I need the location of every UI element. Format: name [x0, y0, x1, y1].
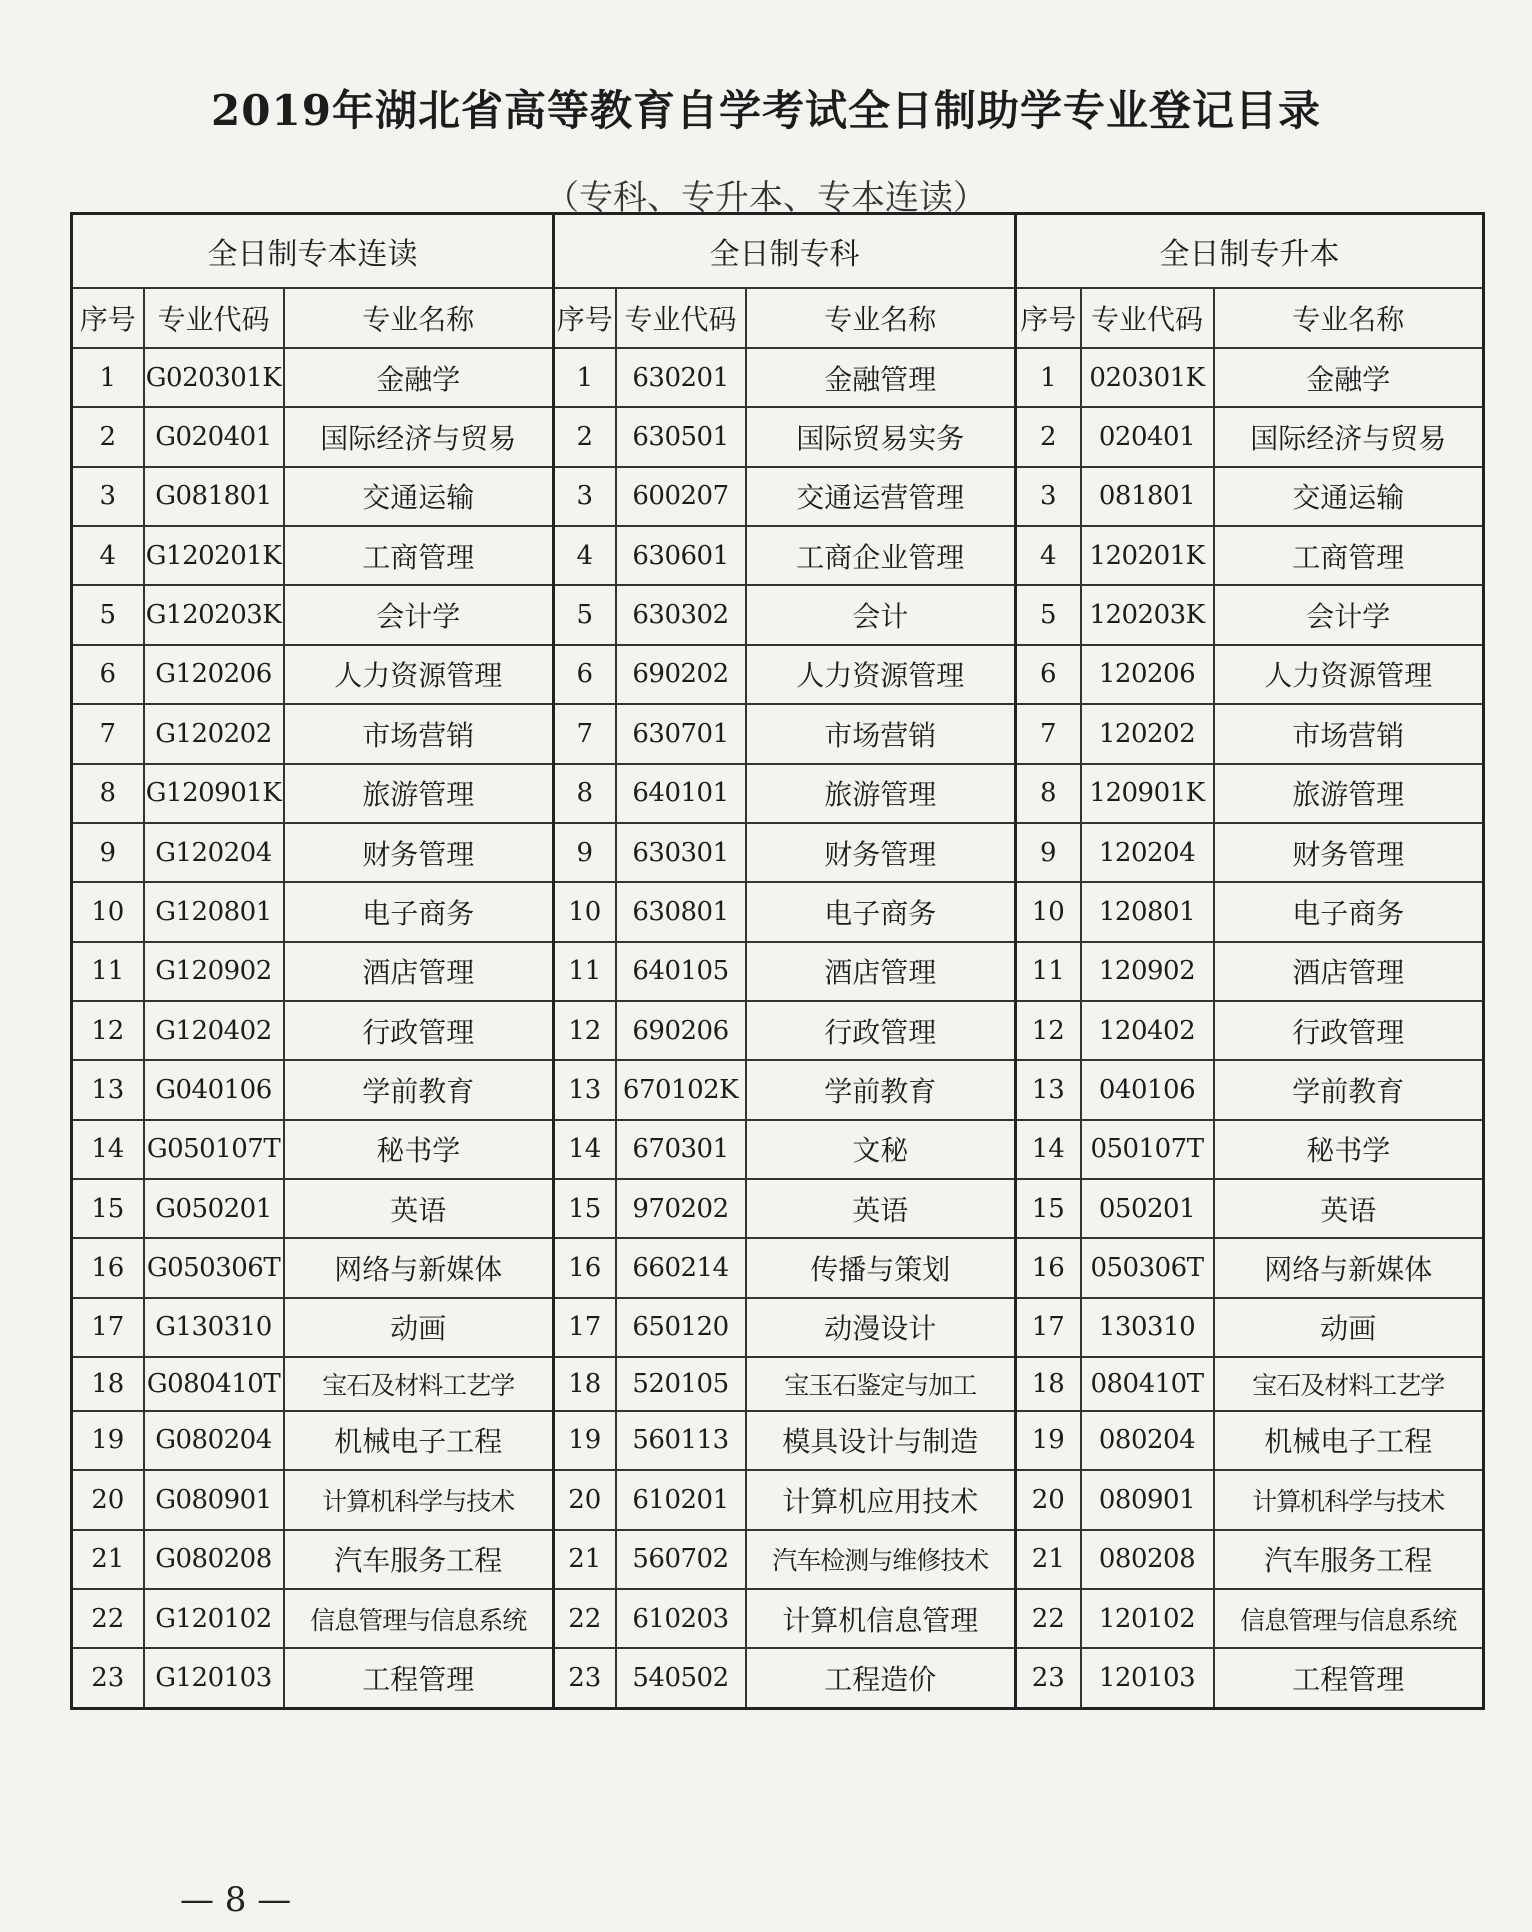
- cell-associate-code: 610203: [616, 1589, 746, 1648]
- table-row: [72, 1120, 1484, 1179]
- cell-bachelor-continuous-name: 行政管理: [284, 1001, 554, 1060]
- cell-bachelor-continuous-name: 计算机科学与技术: [284, 1470, 554, 1529]
- cell-bachelor-continuous-code: G081801: [144, 467, 284, 526]
- cell-bachelor-continuous-code: G020401: [144, 407, 284, 466]
- cell-associate-num: 10: [554, 882, 616, 941]
- cell-associate-num: 4: [554, 526, 616, 585]
- cell-upgrade-bachelor-num: 14: [1016, 1120, 1081, 1179]
- cell-upgrade-bachelor-name: 电子商务: [1214, 882, 1484, 941]
- cell-upgrade-bachelor-code: 120201K: [1081, 526, 1214, 585]
- cell-bachelor-continuous-name: 学前教育: [284, 1060, 554, 1119]
- cell-upgrade-bachelor-code: 120801: [1081, 882, 1214, 941]
- cell-upgrade-bachelor-code: 040106: [1081, 1060, 1214, 1119]
- cell-bachelor-continuous-code: G120103: [144, 1648, 284, 1708]
- cell-bachelor-continuous-name: 金融学: [284, 348, 554, 407]
- cell-associate-num: 15: [554, 1179, 616, 1238]
- cell-bachelor-continuous-num: 12: [72, 1001, 144, 1060]
- cell-bachelor-continuous-num: 19: [72, 1411, 144, 1470]
- table-row: [72, 764, 1484, 823]
- cell-associate-name: 国际贸易实务: [746, 407, 1016, 466]
- cell-associate-num: 7: [554, 704, 616, 763]
- cell-bachelor-continuous-code: G120402: [144, 1001, 284, 1060]
- cell-bachelor-continuous-code: G120901K: [144, 764, 284, 823]
- cell-bachelor-continuous-num: 10: [72, 882, 144, 941]
- cell-associate-code: 630201: [616, 348, 746, 407]
- cell-associate-code: 690206: [616, 1001, 746, 1060]
- cell-bachelor-continuous-name: 旅游管理: [284, 764, 554, 823]
- cell-upgrade-bachelor-name: 信息管理与信息系统: [1214, 1589, 1484, 1648]
- cell-upgrade-bachelor-num: 5: [1016, 585, 1081, 644]
- cell-associate-name: 行政管理: [746, 1001, 1016, 1060]
- table-row: [72, 704, 1484, 763]
- cell-bachelor-continuous-code: G120201K: [144, 526, 284, 585]
- cell-associate-name: 英语: [746, 1179, 1016, 1238]
- cell-upgrade-bachelor-name: 机械电子工程: [1214, 1411, 1484, 1470]
- table-row: [72, 1589, 1484, 1648]
- cell-associate-num: 8: [554, 764, 616, 823]
- column-header-name: 专业名称: [1214, 288, 1484, 348]
- section-header-bachelor-continuous: 全日制专本连读: [72, 214, 554, 289]
- table-row: [72, 1357, 1484, 1411]
- cell-bachelor-continuous-num: 7: [72, 704, 144, 763]
- cell-bachelor-continuous-name: 人力资源管理: [284, 645, 554, 704]
- cell-upgrade-bachelor-code: 050306T: [1081, 1238, 1214, 1297]
- cell-bachelor-continuous-code: G050107T: [144, 1120, 284, 1179]
- table-row: [72, 1179, 1484, 1238]
- cell-associate-num: 1: [554, 348, 616, 407]
- cell-upgrade-bachelor-code: 080901: [1081, 1470, 1214, 1529]
- cell-associate-name: 传播与策划: [746, 1238, 1016, 1297]
- cell-associate-code: 630301: [616, 823, 746, 882]
- cell-associate-num: 20: [554, 1470, 616, 1529]
- cell-associate-name: 会计: [746, 585, 1016, 644]
- cell-upgrade-bachelor-name: 旅游管理: [1214, 764, 1484, 823]
- cell-bachelor-continuous-num: 15: [72, 1179, 144, 1238]
- cell-upgrade-bachelor-num: 2: [1016, 407, 1081, 466]
- cell-upgrade-bachelor-num: 20: [1016, 1470, 1081, 1529]
- cell-bachelor-continuous-num: 8: [72, 764, 144, 823]
- cell-upgrade-bachelor-code: 080410T: [1081, 1357, 1214, 1411]
- cell-upgrade-bachelor-num: 22: [1016, 1589, 1081, 1648]
- cell-bachelor-continuous-name: 英语: [284, 1179, 554, 1238]
- cell-bachelor-continuous-name: 工程管理: [284, 1648, 554, 1708]
- cell-upgrade-bachelor-code: 120203K: [1081, 585, 1214, 644]
- cell-upgrade-bachelor-num: 23: [1016, 1648, 1081, 1708]
- cell-bachelor-continuous-num: 3: [72, 467, 144, 526]
- column-header-code: 专业代码: [616, 288, 746, 348]
- cell-upgrade-bachelor-num: 7: [1016, 704, 1081, 763]
- cell-upgrade-bachelor-name: 学前教育: [1214, 1060, 1484, 1119]
- cell-associate-name: 工程造价: [746, 1648, 1016, 1708]
- cell-upgrade-bachelor-name: 国际经济与贸易: [1214, 407, 1484, 466]
- cell-bachelor-continuous-num: 4: [72, 526, 144, 585]
- cell-upgrade-bachelor-code: 050107T: [1081, 1120, 1214, 1179]
- cell-upgrade-bachelor-code: 020401: [1081, 407, 1214, 466]
- cell-associate-num: 18: [554, 1357, 616, 1411]
- cell-associate-num: 14: [554, 1120, 616, 1179]
- cell-upgrade-bachelor-code: 120102: [1081, 1589, 1214, 1648]
- section-header-upgrade-bachelor: 全日制专升本: [1016, 214, 1484, 289]
- cell-associate-name: 学前教育: [746, 1060, 1016, 1119]
- cell-associate-name: 汽车检测与维修技术: [746, 1530, 1016, 1589]
- cell-associate-num: 17: [554, 1298, 616, 1357]
- cell-associate-num: 5: [554, 585, 616, 644]
- table-body: [72, 348, 1484, 1709]
- cell-bachelor-continuous-code: G080901: [144, 1470, 284, 1529]
- cell-bachelor-continuous-name: 电子商务: [284, 882, 554, 941]
- cell-bachelor-continuous-num: 5: [72, 585, 144, 644]
- cell-bachelor-continuous-num: 21: [72, 1530, 144, 1589]
- cell-associate-num: 9: [554, 823, 616, 882]
- table-row: [72, 348, 1484, 407]
- page-number: — 8 —: [180, 1880, 292, 1920]
- cell-bachelor-continuous-code: G120102: [144, 1589, 284, 1648]
- table-row: [72, 1648, 1484, 1708]
- cell-upgrade-bachelor-name: 动画: [1214, 1298, 1484, 1357]
- cell-bachelor-continuous-code: G120206: [144, 645, 284, 704]
- cell-associate-code: 660214: [616, 1238, 746, 1297]
- document-subtitle: （专科、专升本、专本连读）: [545, 178, 987, 218]
- table-row: [72, 1060, 1484, 1119]
- table-row: [72, 942, 1484, 1001]
- cell-upgrade-bachelor-name: 工商管理: [1214, 526, 1484, 585]
- cell-upgrade-bachelor-name: 网络与新媒体: [1214, 1238, 1484, 1297]
- table-row: [72, 823, 1484, 882]
- cell-bachelor-continuous-code: G080208: [144, 1530, 284, 1589]
- cell-upgrade-bachelor-num: 18: [1016, 1357, 1081, 1411]
- cell-associate-name: 动漫设计: [746, 1298, 1016, 1357]
- cell-bachelor-continuous-code: G020301K: [144, 348, 284, 407]
- column-header-code: 专业代码: [144, 288, 284, 348]
- cell-bachelor-continuous-num: 2: [72, 407, 144, 466]
- cell-associate-code: 670102K: [616, 1060, 746, 1119]
- cell-associate-code: 630601: [616, 526, 746, 585]
- cell-bachelor-continuous-name: 财务管理: [284, 823, 554, 882]
- cell-associate-code: 560113: [616, 1411, 746, 1470]
- cell-upgrade-bachelor-code: 120204: [1081, 823, 1214, 882]
- cell-bachelor-continuous-num: 16: [72, 1238, 144, 1297]
- cell-upgrade-bachelor-name: 宝石及材料工艺学: [1214, 1357, 1484, 1411]
- cell-upgrade-bachelor-name: 秘书学: [1214, 1120, 1484, 1179]
- cell-associate-code: 630801: [616, 882, 746, 941]
- cell-upgrade-bachelor-num: 12: [1016, 1001, 1081, 1060]
- column-header-num: 序号: [554, 288, 616, 348]
- table-row: [72, 526, 1484, 585]
- cell-bachelor-continuous-code: G120203K: [144, 585, 284, 644]
- cell-upgrade-bachelor-code: 120901K: [1081, 764, 1214, 823]
- cell-upgrade-bachelor-code: 120902: [1081, 942, 1214, 1001]
- cell-associate-code: 630302: [616, 585, 746, 644]
- cell-associate-name: 市场营销: [746, 704, 1016, 763]
- cell-upgrade-bachelor-num: 19: [1016, 1411, 1081, 1470]
- cell-bachelor-continuous-num: 18: [72, 1357, 144, 1411]
- cell-upgrade-bachelor-code: 120402: [1081, 1001, 1214, 1060]
- cell-upgrade-bachelor-num: 1: [1016, 348, 1081, 407]
- cell-bachelor-continuous-name: 秘书学: [284, 1120, 554, 1179]
- cell-upgrade-bachelor-code: 080204: [1081, 1411, 1214, 1470]
- cell-upgrade-bachelor-code: 120103: [1081, 1648, 1214, 1708]
- cell-bachelor-continuous-name: 国际经济与贸易: [284, 407, 554, 466]
- cell-associate-name: 模具设计与制造: [746, 1411, 1016, 1470]
- cell-upgrade-bachelor-num: 9: [1016, 823, 1081, 882]
- cell-upgrade-bachelor-name: 市场营销: [1214, 704, 1484, 763]
- cell-upgrade-bachelor-num: 16: [1016, 1238, 1081, 1297]
- cell-associate-name: 计算机应用技术: [746, 1470, 1016, 1529]
- cell-associate-code: 630701: [616, 704, 746, 763]
- cell-upgrade-bachelor-num: 17: [1016, 1298, 1081, 1357]
- cell-associate-code: 520105: [616, 1357, 746, 1411]
- cell-bachelor-continuous-num: 17: [72, 1298, 144, 1357]
- column-header-code: 专业代码: [1081, 288, 1214, 348]
- cell-associate-num: 2: [554, 407, 616, 466]
- table-row: [72, 407, 1484, 466]
- cell-bachelor-continuous-code: G120902: [144, 942, 284, 1001]
- cell-associate-name: 旅游管理: [746, 764, 1016, 823]
- cell-associate-name: 计算机信息管理: [746, 1589, 1016, 1648]
- cell-associate-code: 610201: [616, 1470, 746, 1529]
- column-header-num: 序号: [1016, 288, 1081, 348]
- column-header-row: [72, 288, 1484, 348]
- cell-associate-name: 金融管理: [746, 348, 1016, 407]
- cell-upgrade-bachelor-name: 交通运输: [1214, 467, 1484, 526]
- cell-upgrade-bachelor-name: 酒店管理: [1214, 942, 1484, 1001]
- cell-bachelor-continuous-name: 信息管理与信息系统: [284, 1589, 554, 1648]
- cell-associate-num: 3: [554, 467, 616, 526]
- cell-upgrade-bachelor-code: 080208: [1081, 1530, 1214, 1589]
- cell-upgrade-bachelor-code: 120202: [1081, 704, 1214, 763]
- cell-upgrade-bachelor-num: 11: [1016, 942, 1081, 1001]
- cell-upgrade-bachelor-num: 13: [1016, 1060, 1081, 1119]
- cell-upgrade-bachelor-name: 金融学: [1214, 348, 1484, 407]
- cell-bachelor-continuous-code: G120801: [144, 882, 284, 941]
- cell-bachelor-continuous-name: 工商管理: [284, 526, 554, 585]
- cell-associate-num: 13: [554, 1060, 616, 1119]
- cell-associate-code: 640101: [616, 764, 746, 823]
- column-header-name: 专业名称: [284, 288, 554, 348]
- cell-bachelor-continuous-num: 11: [72, 942, 144, 1001]
- cell-associate-num: 6: [554, 645, 616, 704]
- cell-associate-num: 21: [554, 1530, 616, 1589]
- table-row: [72, 585, 1484, 644]
- cell-associate-code: 560702: [616, 1530, 746, 1589]
- cell-upgrade-bachelor-code: 050201: [1081, 1179, 1214, 1238]
- cell-associate-code: 670301: [616, 1120, 746, 1179]
- cell-bachelor-continuous-num: 22: [72, 1589, 144, 1648]
- cell-bachelor-continuous-name: 汽车服务工程: [284, 1530, 554, 1589]
- cell-upgrade-bachelor-code: 130310: [1081, 1298, 1214, 1357]
- cell-bachelor-continuous-code: G080204: [144, 1411, 284, 1470]
- cell-associate-num: 12: [554, 1001, 616, 1060]
- cell-bachelor-continuous-code: G050201: [144, 1179, 284, 1238]
- cell-associate-num: 23: [554, 1648, 616, 1708]
- cell-bachelor-continuous-name: 交通运输: [284, 467, 554, 526]
- cell-bachelor-continuous-code: G080410T: [144, 1357, 284, 1411]
- cell-bachelor-continuous-name: 网络与新媒体: [284, 1238, 554, 1297]
- cell-upgrade-bachelor-name: 工程管理: [1214, 1648, 1484, 1708]
- cell-upgrade-bachelor-name: 汽车服务工程: [1214, 1530, 1484, 1589]
- table-row: [72, 882, 1484, 941]
- cell-associate-code: 540502: [616, 1648, 746, 1708]
- table-row: [72, 1411, 1484, 1470]
- cell-upgrade-bachelor-code: 081801: [1081, 467, 1214, 526]
- cell-bachelor-continuous-name: 动画: [284, 1298, 554, 1357]
- cell-associate-num: 19: [554, 1411, 616, 1470]
- cell-bachelor-continuous-code: G050306T: [144, 1238, 284, 1297]
- cell-bachelor-continuous-code: G130310: [144, 1298, 284, 1357]
- cell-bachelor-continuous-name: 市场营销: [284, 704, 554, 763]
- cell-associate-code: 640105: [616, 942, 746, 1001]
- cell-associate-name: 财务管理: [746, 823, 1016, 882]
- table-row: [72, 1470, 1484, 1529]
- cell-bachelor-continuous-num: 6: [72, 645, 144, 704]
- cell-associate-name: 人力资源管理: [746, 645, 1016, 704]
- cell-upgrade-bachelor-code: 120206: [1081, 645, 1214, 704]
- cell-upgrade-bachelor-num: 21: [1016, 1530, 1081, 1589]
- cell-bachelor-continuous-name: 酒店管理: [284, 942, 554, 1001]
- cell-bachelor-continuous-code: G040106: [144, 1060, 284, 1119]
- cell-associate-code: 650120: [616, 1298, 746, 1357]
- cell-upgrade-bachelor-num: 8: [1016, 764, 1081, 823]
- table-row: [72, 467, 1484, 526]
- cell-upgrade-bachelor-name: 财务管理: [1214, 823, 1484, 882]
- cell-upgrade-bachelor-num: 6: [1016, 645, 1081, 704]
- cell-associate-code: 600207: [616, 467, 746, 526]
- cell-upgrade-bachelor-name: 会计学: [1214, 585, 1484, 644]
- cell-bachelor-continuous-num: 9: [72, 823, 144, 882]
- cell-upgrade-bachelor-name: 英语: [1214, 1179, 1484, 1238]
- column-header-name: 专业名称: [746, 288, 1016, 348]
- cell-bachelor-continuous-num: 23: [72, 1648, 144, 1708]
- cell-bachelor-continuous-num: 20: [72, 1470, 144, 1529]
- cell-upgrade-bachelor-num: 10: [1016, 882, 1081, 941]
- cell-upgrade-bachelor-name: 人力资源管理: [1214, 645, 1484, 704]
- table-row: [72, 1298, 1484, 1357]
- table-row: [72, 1238, 1484, 1297]
- section-header-row: [72, 214, 1484, 289]
- cell-associate-code: 970202: [616, 1179, 746, 1238]
- cell-associate-name: 工商企业管理: [746, 526, 1016, 585]
- document-title: 2019年湖北省高等教育自学考试全日制助学专业登记目录: [211, 86, 1321, 135]
- cell-bachelor-continuous-name: 宝石及材料工艺学: [284, 1357, 554, 1411]
- cell-associate-num: 16: [554, 1238, 616, 1297]
- cell-upgrade-bachelor-code: 020301K: [1081, 348, 1214, 407]
- cell-associate-code: 690202: [616, 645, 746, 704]
- cell-associate-num: 22: [554, 1589, 616, 1648]
- table-row: [72, 1530, 1484, 1589]
- cell-upgrade-bachelor-name: 行政管理: [1214, 1001, 1484, 1060]
- cell-associate-name: 交通运营管理: [746, 467, 1016, 526]
- cell-bachelor-continuous-code: G120202: [144, 704, 284, 763]
- cell-associate-num: 11: [554, 942, 616, 1001]
- cell-bachelor-continuous-num: 1: [72, 348, 144, 407]
- cell-upgrade-bachelor-num: 3: [1016, 467, 1081, 526]
- cell-bachelor-continuous-num: 14: [72, 1120, 144, 1179]
- cell-upgrade-bachelor-name: 计算机科学与技术: [1214, 1470, 1484, 1529]
- cell-bachelor-continuous-name: 会计学: [284, 585, 554, 644]
- section-header-associate: 全日制专科: [554, 214, 1016, 289]
- table-row: [72, 1001, 1484, 1060]
- cell-associate-name: 电子商务: [746, 882, 1016, 941]
- cell-associate-name: 文秘: [746, 1120, 1016, 1179]
- column-header-num: 序号: [72, 288, 144, 348]
- table-row: [72, 645, 1484, 704]
- cell-bachelor-continuous-code: G120204: [144, 823, 284, 882]
- cell-upgrade-bachelor-num: 4: [1016, 526, 1081, 585]
- cell-associate-code: 630501: [616, 407, 746, 466]
- cell-upgrade-bachelor-num: 15: [1016, 1179, 1081, 1238]
- cell-bachelor-continuous-name: 机械电子工程: [284, 1411, 554, 1470]
- major-registry-table: [70, 212, 1485, 1710]
- cell-associate-name: 宝玉石鉴定与加工: [746, 1357, 1016, 1411]
- cell-associate-name: 酒店管理: [746, 942, 1016, 1001]
- cell-bachelor-continuous-num: 13: [72, 1060, 144, 1119]
